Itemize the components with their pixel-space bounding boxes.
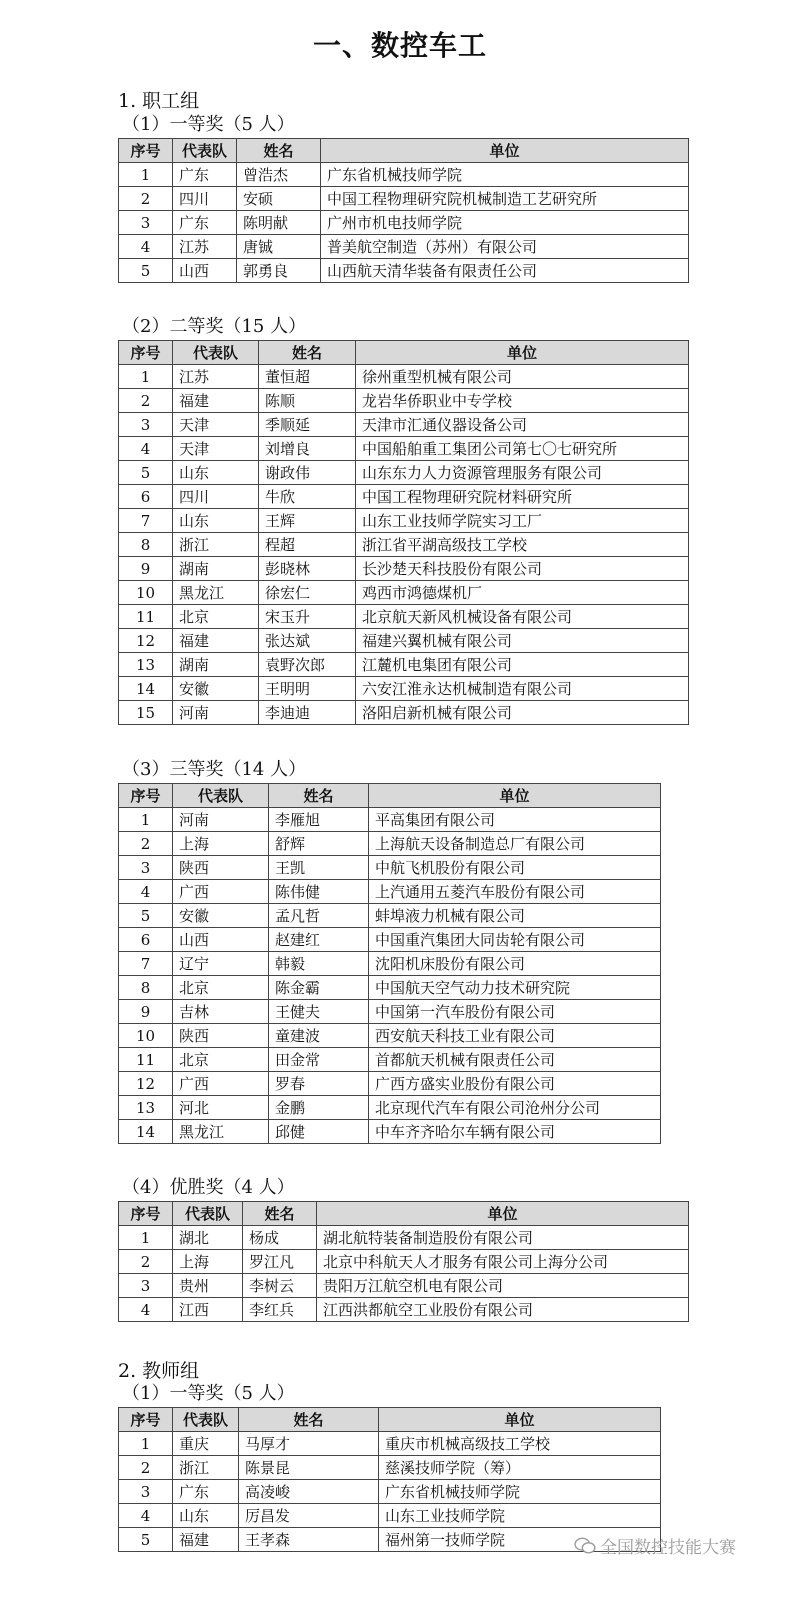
cell-team: 广西	[173, 880, 269, 904]
cell-unit: 西安航天科技工业有限公司	[369, 1024, 661, 1048]
cell-team: 山西	[173, 928, 269, 952]
cell-name: 王明明	[259, 677, 356, 701]
table-row	[119, 485, 689, 509]
cell-name: 刘增良	[259, 437, 356, 461]
cell-team: 山东	[173, 1504, 239, 1528]
wechat-icon	[574, 1537, 596, 1555]
column-header-name: 姓名	[269, 784, 369, 808]
cell-unit: 福建兴翼机械有限公司	[356, 629, 689, 653]
cell-team: 广东	[173, 211, 237, 235]
column-header-name: 姓名	[243, 1202, 317, 1226]
cell-name: 罗春	[269, 1072, 369, 1096]
cell-team: 上海	[173, 832, 269, 856]
group-title-teacher: 2. 教师组	[118, 1360, 200, 1382]
cell-unit: 中国重汽集团大同齿轮有限公司	[369, 928, 661, 952]
cell-name: 孟凡哲	[269, 904, 369, 928]
table-row	[119, 1120, 661, 1144]
cell-no: 2	[119, 832, 173, 856]
cell-unit: 慈溪技师学院（筹）	[379, 1456, 661, 1480]
cell-name: 袁野次郎	[259, 653, 356, 677]
cell-unit: 中车齐齐哈尔车辆有限公司	[369, 1120, 661, 1144]
cell-unit: 广东省机械技师学院	[379, 1480, 661, 1504]
table-row	[119, 533, 689, 557]
cell-no: 7	[119, 952, 173, 976]
cell-name: 邱健	[269, 1120, 369, 1144]
cell-team: 安徽	[173, 904, 269, 928]
cell-no: 13	[119, 1096, 173, 1120]
cell-team: 陕西	[173, 1024, 269, 1048]
cell-team: 辽宁	[173, 952, 269, 976]
cell-no: 14	[119, 1120, 173, 1144]
cell-unit: 江麓机电集团有限公司	[356, 653, 689, 677]
cell-no: 15	[119, 701, 173, 725]
cell-no: 12	[119, 1072, 173, 1096]
cell-unit: 首都航天机械有限责任公司	[369, 1048, 661, 1072]
section-staff-second-prize	[118, 314, 689, 725]
cell-no: 7	[119, 509, 173, 533]
award-table	[118, 340, 689, 725]
cell-name: 厉昌发	[239, 1504, 379, 1528]
cell-name: 马厚才	[239, 1432, 379, 1456]
cell-unit: 中航飞机股份有限公司	[369, 856, 661, 880]
table-row	[119, 1000, 661, 1024]
table-row	[119, 235, 689, 259]
cell-no: 8	[119, 976, 173, 1000]
page-title: 一、数控车工	[312, 29, 487, 62]
cell-team: 福建	[173, 389, 259, 413]
cell-no: 3	[119, 1274, 173, 1298]
table-row	[119, 365, 689, 389]
column-header-unit: 单位	[321, 139, 689, 163]
cell-name: 程超	[259, 533, 356, 557]
cell-unit: 重庆市机械高级技工学校	[379, 1432, 661, 1456]
cell-team: 北京	[173, 605, 259, 629]
cell-team: 河南	[173, 808, 269, 832]
cell-team: 湖北	[173, 1226, 243, 1250]
table-row	[119, 605, 689, 629]
cell-unit: 贵阳万江航空机电有限公司	[317, 1274, 689, 1298]
column-header-team: 代表队	[173, 1408, 239, 1432]
cell-unit: 山东东力人力资源管理服务有限公司	[356, 461, 689, 485]
cell-unit: 鸡西市鸿德煤机厂	[356, 581, 689, 605]
column-header-no: 序号	[119, 139, 173, 163]
cell-team: 河北	[173, 1096, 269, 1120]
column-header-unit: 单位	[356, 341, 689, 365]
cell-team: 福建	[173, 1528, 239, 1552]
cell-no: 13	[119, 653, 173, 677]
table-row	[119, 557, 689, 581]
cell-name: 陈伟健	[269, 880, 369, 904]
table-row	[119, 509, 689, 533]
cell-name: 陈明献	[237, 211, 321, 235]
cell-unit: 中国航天空气动力技术研究院	[369, 976, 661, 1000]
table-header-row	[119, 1408, 661, 1432]
cell-unit: 蚌埠液力机械有限公司	[369, 904, 661, 928]
cell-team: 广东	[173, 163, 237, 187]
award-table	[118, 783, 661, 1144]
cell-unit: 龙岩华侨职业中专学校	[356, 389, 689, 413]
cell-name: 董恒超	[259, 365, 356, 389]
cell-name: 郭勇良	[237, 259, 321, 283]
column-header-no: 序号	[119, 1408, 173, 1432]
cell-name: 王辉	[259, 509, 356, 533]
cell-no: 10	[119, 1024, 173, 1048]
cell-unit: 广西方盛实业股份有限公司	[369, 1072, 661, 1096]
cell-unit: 六安江淮永达机械制造有限公司	[356, 677, 689, 701]
cell-name: 谢政伟	[259, 461, 356, 485]
cell-team: 湖南	[173, 557, 259, 581]
table-row	[119, 1432, 661, 1456]
cell-no: 8	[119, 533, 173, 557]
column-header-team: 代表队	[173, 784, 269, 808]
column-header-name: 姓名	[239, 1408, 379, 1432]
cell-unit: 平高集团有限公司	[369, 808, 661, 832]
cell-unit: 浙江省平湖高级技工学校	[356, 533, 689, 557]
cell-name: 王凯	[269, 856, 369, 880]
table-row	[119, 1096, 661, 1120]
cell-no: 6	[119, 928, 173, 952]
cell-unit: 上海航天设备制造总厂有限公司	[369, 832, 661, 856]
section-staff-first-prize	[118, 112, 689, 283]
cell-no: 10	[119, 581, 173, 605]
table-row	[119, 1504, 661, 1528]
cell-team: 上海	[173, 1250, 243, 1274]
cell-team: 四川	[173, 485, 259, 509]
cell-no: 4	[119, 1298, 173, 1322]
cell-team: 广东	[173, 1480, 239, 1504]
cell-no: 2	[119, 1250, 173, 1274]
table-row	[119, 677, 689, 701]
section-title: （2）二等奖（15 人）	[122, 316, 307, 337]
column-header-team: 代表队	[173, 1202, 243, 1226]
cell-team: 湖南	[173, 653, 259, 677]
cell-no: 4	[119, 1504, 173, 1528]
cell-unit: 长沙楚天科技股份有限公司	[356, 557, 689, 581]
table-row	[119, 653, 689, 677]
cell-no: 14	[119, 677, 173, 701]
cell-name: 王健夫	[269, 1000, 369, 1024]
cell-name: 陈顺	[259, 389, 356, 413]
award-table	[118, 138, 689, 283]
cell-team: 贵州	[173, 1274, 243, 1298]
cell-no: 12	[119, 629, 173, 653]
cell-name: 陈景昆	[239, 1456, 379, 1480]
cell-no: 5	[119, 904, 173, 928]
table-row	[119, 1274, 689, 1298]
table-row	[119, 629, 689, 653]
cell-unit: 湖北航特装备制造股份有限公司	[317, 1226, 689, 1250]
watermark-text: 全国数控技能大赛	[600, 1538, 736, 1558]
cell-no: 1	[119, 163, 173, 187]
table-row	[119, 856, 661, 880]
cell-team: 福建	[173, 629, 259, 653]
award-table	[118, 1407, 661, 1552]
table-header-row	[119, 1202, 689, 1226]
cell-name: 田金常	[269, 1048, 369, 1072]
cell-no: 4	[119, 437, 173, 461]
cell-team: 浙江	[173, 1456, 239, 1480]
cell-name: 唐铖	[237, 235, 321, 259]
cell-unit: 上汽通用五菱汽车股份有限公司	[369, 880, 661, 904]
table-row	[119, 461, 689, 485]
cell-name: 韩毅	[269, 952, 369, 976]
column-header-no: 序号	[119, 341, 173, 365]
table-row	[119, 259, 689, 283]
table-row	[119, 701, 689, 725]
cell-name: 彭晓林	[259, 557, 356, 581]
cell-team: 四川	[173, 187, 237, 211]
cell-unit: 山东工业技师学院实习工厂	[356, 509, 689, 533]
cell-unit: 江西洪都航空工业股份有限公司	[317, 1298, 689, 1322]
cell-no: 2	[119, 389, 173, 413]
section-staff-third-prize	[118, 757, 661, 1144]
cell-name: 牛欣	[259, 485, 356, 509]
cell-team: 陕西	[173, 856, 269, 880]
cell-unit: 北京中科航天人才服务有限公司上海分公司	[317, 1250, 689, 1274]
cell-name: 曾浩杰	[237, 163, 321, 187]
cell-no: 1	[119, 365, 173, 389]
column-header-team: 代表队	[173, 341, 259, 365]
table-row	[119, 1298, 689, 1322]
column-header-unit: 单位	[369, 784, 661, 808]
table-row	[119, 1072, 661, 1096]
cell-no: 6	[119, 485, 173, 509]
cell-no: 9	[119, 1000, 173, 1024]
column-header-no: 序号	[119, 784, 173, 808]
section-teacher-first-prize	[118, 1381, 661, 1552]
table-row	[119, 389, 689, 413]
section-title: （3）三等奖（14 人）	[122, 759, 307, 780]
table-row	[119, 952, 661, 976]
column-header-unit: 单位	[379, 1408, 661, 1432]
cell-name: 杨成	[243, 1226, 317, 1250]
table-row	[119, 1480, 661, 1504]
cell-unit: 天津市汇通仪器设备公司	[356, 413, 689, 437]
cell-team: 黑龙江	[173, 1120, 269, 1144]
cell-team: 河南	[173, 701, 259, 725]
cell-name: 宋玉升	[259, 605, 356, 629]
cell-team: 山东	[173, 461, 259, 485]
table-row	[119, 928, 661, 952]
table-row	[119, 211, 689, 235]
cell-name: 李红兵	[243, 1298, 317, 1322]
cell-no: 4	[119, 235, 173, 259]
table-row	[119, 808, 661, 832]
cell-team: 北京	[173, 1048, 269, 1072]
cell-name: 童建波	[269, 1024, 369, 1048]
watermark	[574, 1533, 736, 1558]
cell-no: 5	[119, 1528, 173, 1552]
cell-unit: 北京航天新风机械设备有限公司	[356, 605, 689, 629]
cell-no: 2	[119, 187, 173, 211]
cell-unit: 中国工程物理研究院材料研究所	[356, 485, 689, 509]
table-header-row	[119, 341, 689, 365]
table-row	[119, 413, 689, 437]
cell-team: 重庆	[173, 1432, 239, 1456]
cell-team: 山西	[173, 259, 237, 283]
cell-unit: 北京现代汽车有限公司沧州分公司	[369, 1096, 661, 1120]
column-header-no: 序号	[119, 1202, 173, 1226]
table-header-row	[119, 139, 689, 163]
cell-name: 高凌峻	[239, 1480, 379, 1504]
table-row	[119, 976, 661, 1000]
column-header-unit: 单位	[317, 1202, 689, 1226]
cell-name: 赵建红	[269, 928, 369, 952]
cell-no: 11	[119, 1048, 173, 1072]
table-header-row	[119, 784, 661, 808]
cell-name: 季顺延	[259, 413, 356, 437]
cell-no: 3	[119, 413, 173, 437]
cell-team: 江西	[173, 1298, 243, 1322]
cell-unit: 中国船舶重工集团公司第七〇七研究所	[356, 437, 689, 461]
table-row	[119, 1048, 661, 1072]
cell-no: 1	[119, 1432, 173, 1456]
cell-name: 罗江凡	[243, 1250, 317, 1274]
table-row	[119, 437, 689, 461]
table-row	[119, 163, 689, 187]
cell-team: 安徽	[173, 677, 259, 701]
cell-team: 吉林	[173, 1000, 269, 1024]
column-header-team: 代表队	[173, 139, 237, 163]
cell-team: 山东	[173, 509, 259, 533]
cell-no: 5	[119, 461, 173, 485]
table-row	[119, 581, 689, 605]
cell-team: 江苏	[173, 235, 237, 259]
cell-name: 李迪迪	[259, 701, 356, 725]
cell-team: 浙江	[173, 533, 259, 557]
cell-team: 黑龙江	[173, 581, 259, 605]
cell-name: 舒辉	[269, 832, 369, 856]
table-row	[119, 832, 661, 856]
section-title: （4）优胜奖（4 人）	[122, 1177, 295, 1198]
table-row	[119, 1250, 689, 1274]
cell-unit: 福州第一技师学院	[379, 1528, 661, 1552]
table-row	[119, 904, 661, 928]
cell-unit: 徐州重型机械有限公司	[356, 365, 689, 389]
cell-name: 金鹏	[269, 1096, 369, 1120]
section-staff-merit-award	[118, 1175, 689, 1322]
cell-team: 北京	[173, 976, 269, 1000]
cell-no: 2	[119, 1456, 173, 1480]
cell-no: 9	[119, 557, 173, 581]
cell-team: 广西	[173, 1072, 269, 1096]
cell-team: 天津	[173, 437, 259, 461]
cell-name: 李雁旭	[269, 808, 369, 832]
cell-name: 王孝森	[239, 1528, 379, 1552]
table-row	[119, 1226, 689, 1250]
table-row	[119, 880, 661, 904]
cell-team: 江苏	[173, 365, 259, 389]
cell-name: 徐宏仁	[259, 581, 356, 605]
cell-unit: 普美航空制造（苏州）有限公司	[321, 235, 689, 259]
cell-unit: 广州市机电技师学院	[321, 211, 689, 235]
table-row	[119, 1456, 661, 1480]
cell-unit: 洛阳启新机械有限公司	[356, 701, 689, 725]
cell-unit: 中国第一汽车股份有限公司	[369, 1000, 661, 1024]
cell-no: 1	[119, 808, 173, 832]
cell-name: 张达斌	[259, 629, 356, 653]
cell-unit: 中国工程物理研究院机械制造工艺研究所	[321, 187, 689, 211]
cell-no: 3	[119, 211, 173, 235]
cell-unit: 广东省机械技师学院	[321, 163, 689, 187]
column-header-name: 姓名	[259, 341, 356, 365]
cell-no: 5	[119, 259, 173, 283]
table-row	[119, 1024, 661, 1048]
table-row	[119, 187, 689, 211]
cell-no: 3	[119, 1480, 173, 1504]
cell-no: 1	[119, 1226, 173, 1250]
cell-name: 陈金霸	[269, 976, 369, 1000]
cell-name: 安硕	[237, 187, 321, 211]
cell-no: 4	[119, 880, 173, 904]
section-title: （1）一等奖（5 人）	[122, 114, 295, 135]
cell-no: 3	[119, 856, 173, 880]
cell-no: 11	[119, 605, 173, 629]
cell-name: 李树云	[243, 1274, 317, 1298]
section-title: （1）一等奖（5 人）	[122, 1383, 295, 1404]
cell-unit: 山东工业技师学院	[379, 1504, 661, 1528]
cell-unit: 沈阳机床股份有限公司	[369, 952, 661, 976]
column-header-name: 姓名	[237, 139, 321, 163]
cell-team: 天津	[173, 413, 259, 437]
award-table	[118, 1201, 689, 1322]
cell-unit: 山西航天清华装备有限责任公司	[321, 259, 689, 283]
group-title-staff: 1. 职工组	[118, 90, 200, 112]
